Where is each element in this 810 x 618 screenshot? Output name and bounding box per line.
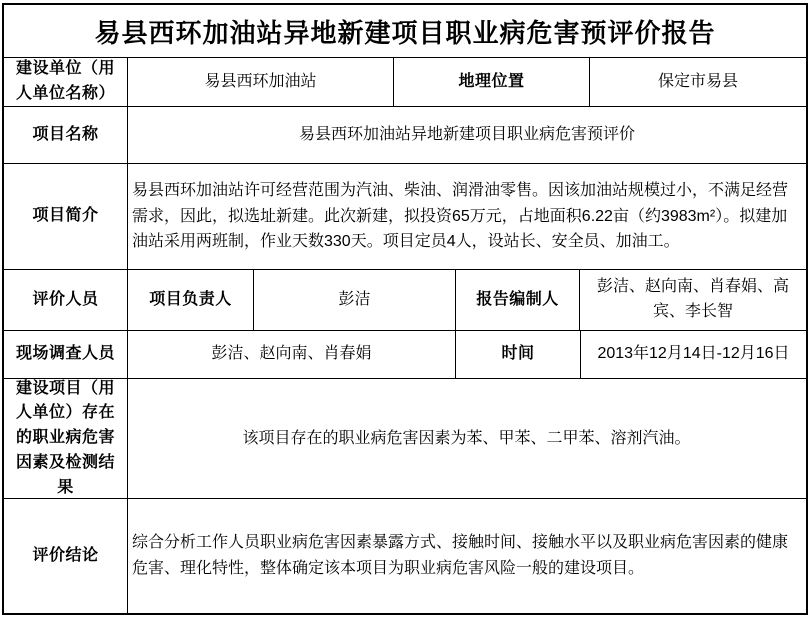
construction-unit-row xyxy=(4,58,806,107)
evaluation-staff-row xyxy=(4,270,806,331)
hazard-factors-label: 建设项目（用人单位）存在的职业病危害因素及检测结果 xyxy=(4,379,128,498)
conclusion-row xyxy=(4,499,806,613)
hazard-factors-row xyxy=(4,379,806,499)
hazard-factors-value: 该项目存在的职业病危害因素为苯、甲苯、二甲苯、溶剂汽油。 xyxy=(242,429,691,447)
project-name-row xyxy=(4,107,806,164)
time-label: 时间 xyxy=(456,331,581,378)
project-name-value: 易县西环加油站异地新建项目职业病危害预评价 xyxy=(298,125,635,143)
project-leader-label: 项目负责人 xyxy=(128,270,254,330)
project-leader-value: 彭洁 xyxy=(254,270,456,330)
construction-unit-label: 建设单位（用人单位名称） xyxy=(4,58,128,106)
conclusion-label: 评价结论 xyxy=(4,499,128,613)
report-table xyxy=(2,3,808,615)
conclusion-value: 综合分析工作人员职业病危害因素暴露方式、接触时间、接触水平以及职业病危害因素的健康危害、理化特性，整体确定该本项目为职业病危害风险一般的建设项目。 xyxy=(132,534,789,577)
project-intro-row xyxy=(4,164,806,270)
report-title: 易县西环加油站异地新建项目职业病危害预评价报告 xyxy=(94,17,716,48)
location-label: 地理位置 xyxy=(394,58,590,106)
site-survey-value: 彭洁、赵向南、肖春娟 xyxy=(128,331,456,378)
construction-unit-value: 易县西环加油站 xyxy=(128,58,394,106)
project-name-label: 项目名称 xyxy=(4,107,128,163)
site-survey-row xyxy=(4,331,806,379)
project-intro-value: 易县西环加油站许可经营范围为汽油、柴油、润滑油零售。因该加油站规模过小，不满足经营需求，因此，拟选址新建。此次新建，拟投资65万元，占地面积6.22亩（约3983m²）。拟建加油站采用两班制，作业天数330天。项目定员4人，设站长、安全员、加油工。 xyxy=(132,181,789,251)
report-authors-label: 报告编制人 xyxy=(456,270,580,330)
title-row xyxy=(4,5,806,58)
report-authors-value: 彭洁、赵向南、肖春娟、高宾、李长智 xyxy=(596,278,789,320)
site-survey-label: 现场调查人员 xyxy=(4,331,128,378)
time-value: 2013年12月14日-12月16日 xyxy=(597,345,790,363)
project-intro-label: 项目简介 xyxy=(4,164,128,269)
evaluation-staff-label: 评价人员 xyxy=(4,270,128,330)
location-value: 保定市易县 xyxy=(657,72,738,90)
